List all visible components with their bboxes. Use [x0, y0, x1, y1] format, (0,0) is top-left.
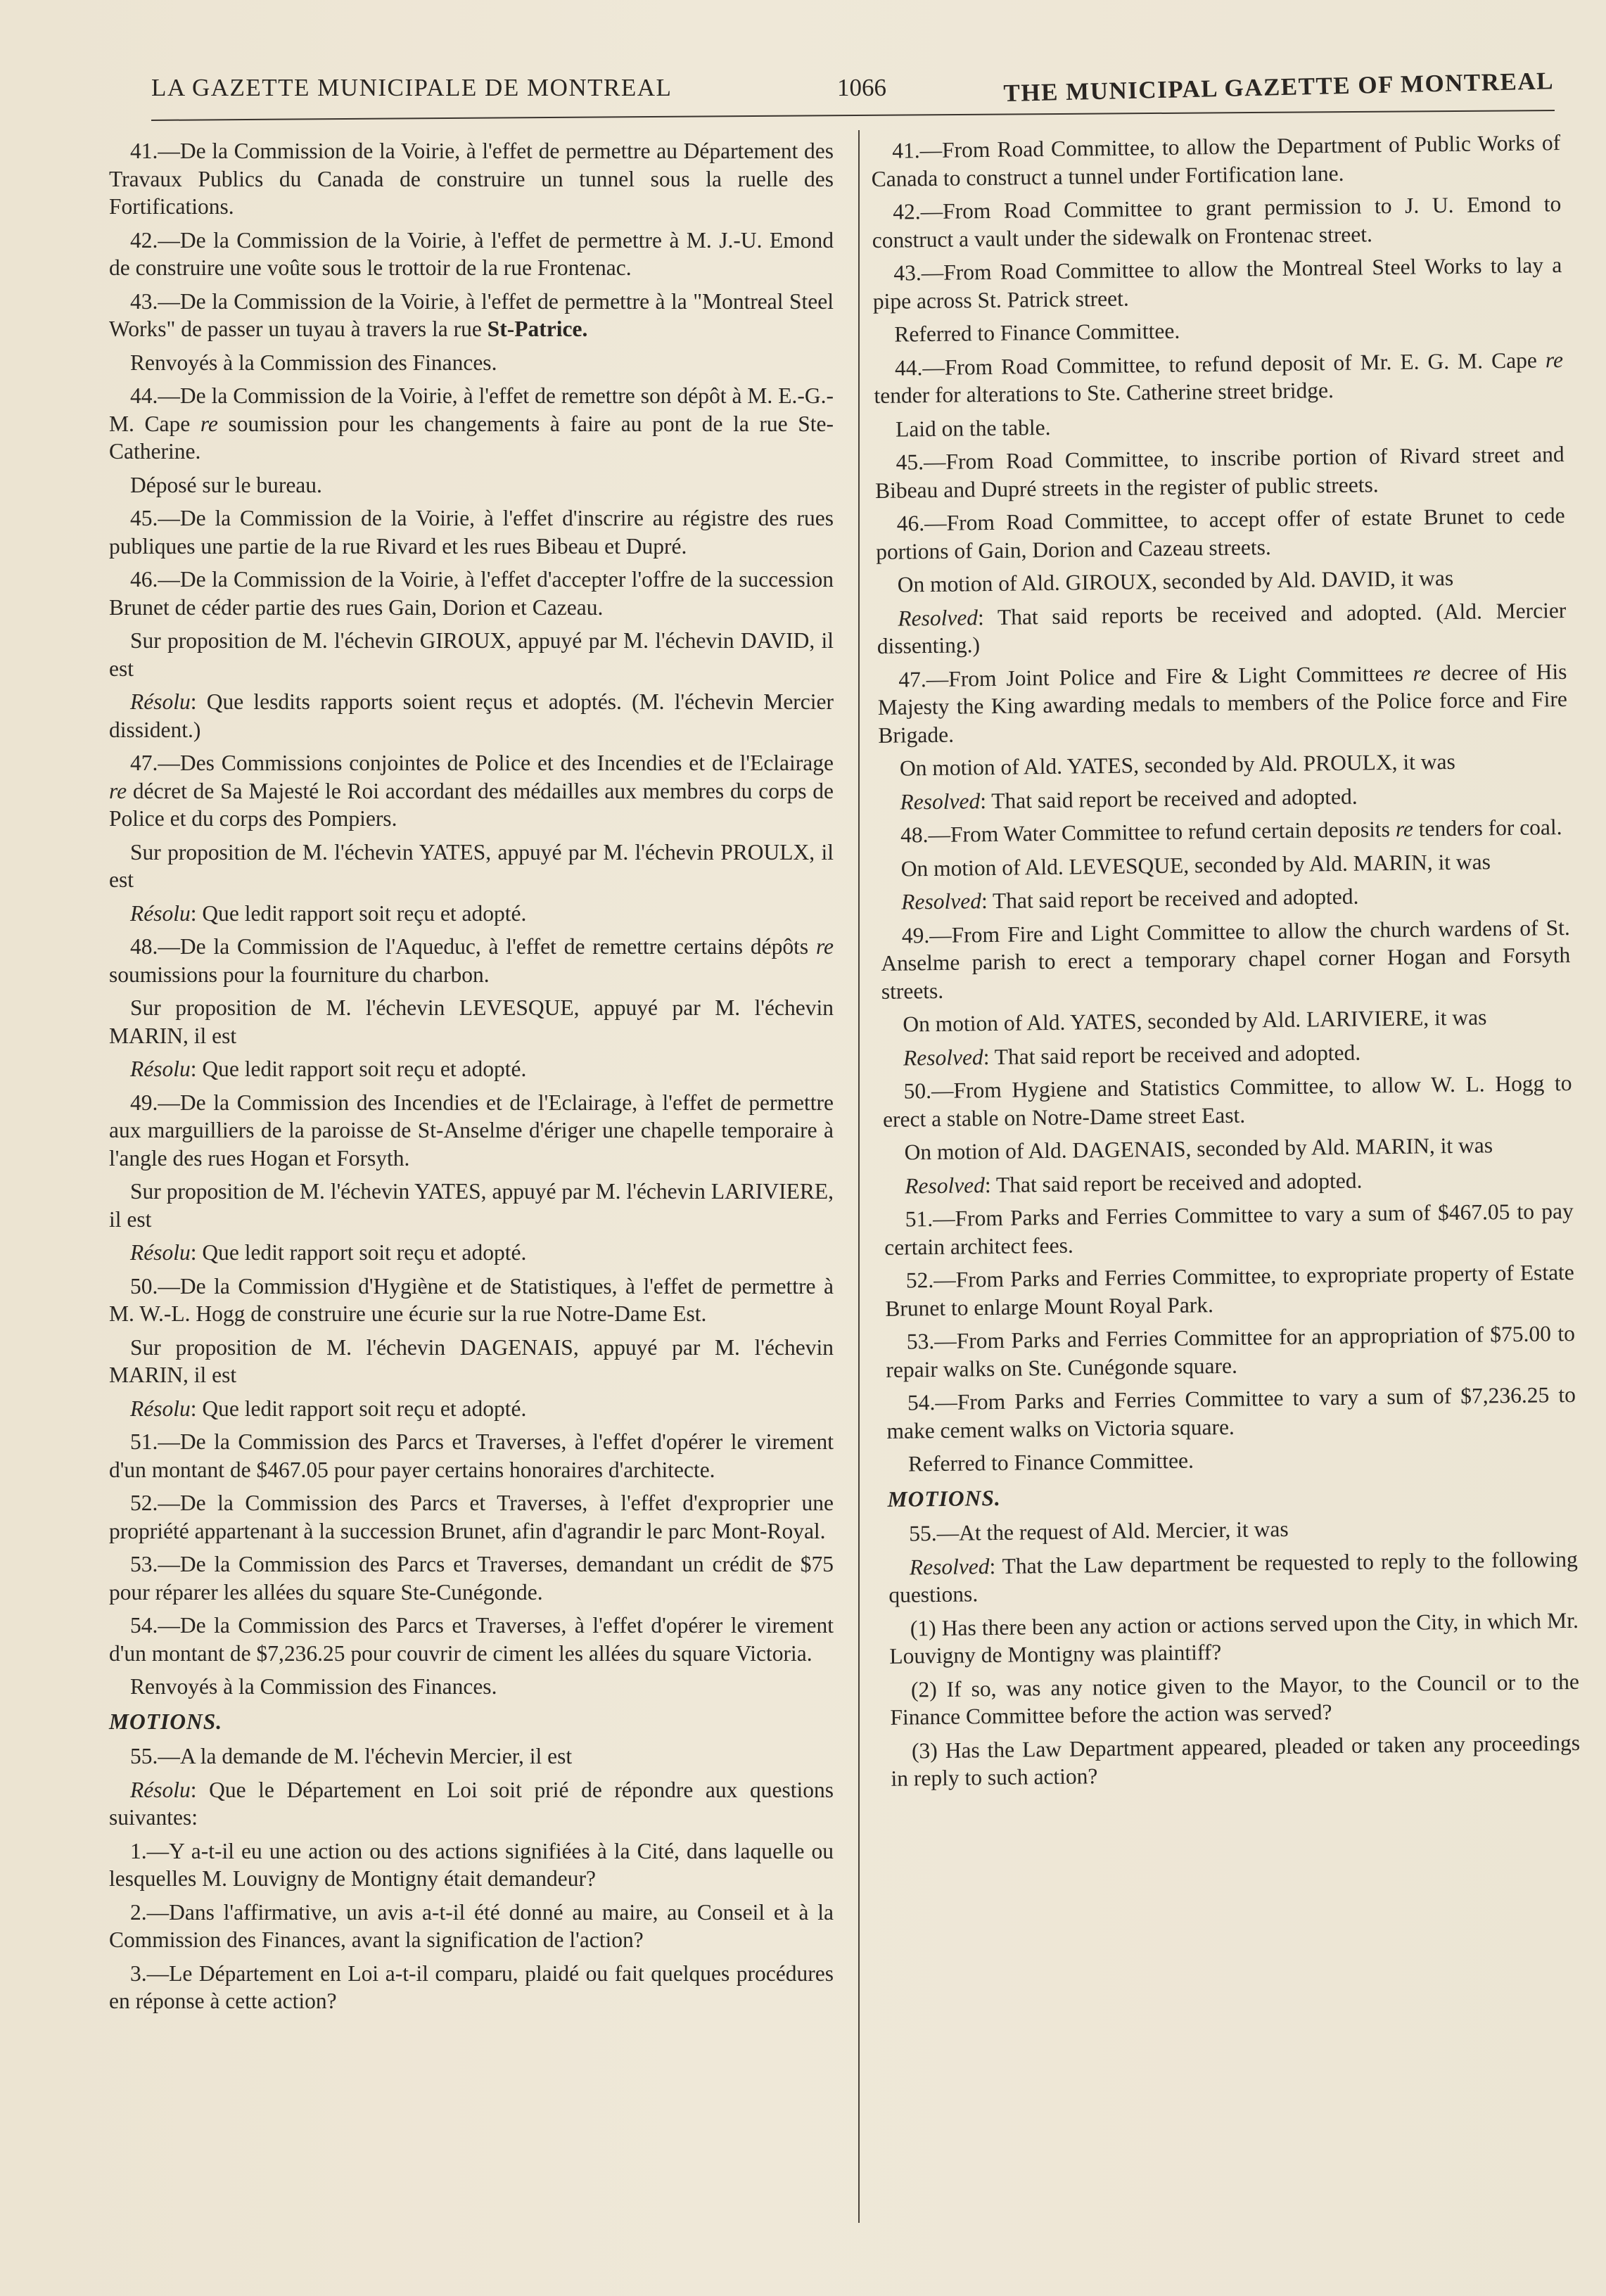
paragraph	[109, 1428, 834, 1484]
item-number: 42.—	[893, 198, 943, 224]
paragraph	[880, 880, 1569, 916]
paragraph	[889, 1606, 1579, 1670]
page-number: 1066	[837, 74, 886, 101]
paragraph-text: If so, was any notice given to the Mayor, to the Council or to the Finance Committee before the action was served?	[890, 1669, 1580, 1730]
paragraph-text: De la Commission de l'Aqueduc, à l'effet de remettre certains dépôts	[179, 934, 809, 959]
paragraph	[109, 933, 834, 988]
paragraph	[109, 137, 834, 221]
paragraph-text: Le Département en Loi a-t-il comparu, plaidé ou fait quelques procédures en réponse à cette action?	[109, 1960, 834, 2013]
resolution-lead: Résolu	[130, 900, 191, 926]
paragraph	[881, 913, 1571, 1005]
item-number: 41.—	[892, 137, 943, 163]
item-number: (1)	[910, 1615, 942, 1640]
paragraph-text: Sur proposition de M. l'échevin YATES, appuyé par M. l'échevin PROULX, il est	[109, 839, 834, 892]
paragraph-text: From Road Committee, to inscribe portion of Rivard street and Bibeau and Dupré streets in the register of public streets.	[874, 441, 1564, 503]
item-number: 51.—	[905, 1206, 955, 1232]
item-number: 46.—	[896, 510, 947, 536]
paragraph-text: Referred to Finance Committee.	[907, 1448, 1194, 1477]
italic-re: re	[1545, 347, 1564, 372]
paragraph-text: De la Commission des Incendies et de l'Eclairage, à l'effet de permettre aux marguilliers de la paroisse de St-Anselme d'ériger une chapelle temporaire à l'angle des rues Hogan et Forsyth.	[109, 1090, 834, 1171]
paragraph	[874, 407, 1564, 442]
paragraph	[875, 502, 1565, 566]
paragraph	[884, 1197, 1574, 1261]
item-number: 47.—	[130, 751, 180, 775]
paragraph	[885, 1258, 1575, 1322]
item-number: 45.—	[896, 449, 946, 475]
paragraph	[891, 1728, 1581, 1792]
resolution-lead: Resolved	[901, 888, 982, 914]
resolution-lead: Résolu	[130, 689, 191, 714]
paragraph-text: From Road Committee to grant permission to J. U. Emond to construct a vault under the sidewalk on Frontenac street.	[872, 191, 1562, 253]
resolution-lead: Résolu	[130, 1057, 191, 1081]
resolution-lead: Resolved	[903, 1044, 983, 1071]
paragraph-text: soumissions pour la fourniture du charbon.	[109, 962, 490, 987]
paragraph	[888, 1512, 1577, 1548]
paragraph-text: Referred to Finance Committee.	[894, 318, 1180, 347]
paragraph-text: From Parks and Ferries Committee to vary a sum of $7,236.25 to make cement walks on Victoria square.	[886, 1382, 1576, 1443]
paragraph-text: From Water Committee to refund certain deposits	[950, 817, 1391, 847]
item-number: 48.—	[900, 822, 951, 848]
item-number: 44.—	[130, 383, 180, 408]
paragraph	[882, 1035, 1572, 1071]
paragraph-text: From Road Committee to allow the Montreal Steel Works to lay a pipe across St. Patrick street.	[872, 253, 1562, 314]
french-column	[109, 137, 834, 2021]
italic-re: re	[200, 411, 218, 436]
paragraph-text: : Que le Département en Loi soit prié de répondre aux questions suivantes:	[109, 1777, 834, 1830]
paragraph	[109, 504, 834, 560]
item-number: 43.—	[893, 260, 944, 286]
paragraph-text: decree of His Majesty the King awarding medals to members of the Police force and Fire Brigade.	[877, 658, 1568, 748]
paragraph	[109, 1612, 834, 1667]
resolution-lead: Resolved	[909, 1553, 990, 1579]
paragraph-text: Sur proposition de M. l'échevin LEVESQUE, appuyé par M. l'échevin MARIN, il est	[109, 995, 834, 1048]
paragraph-text: De la Commission de la Voirie, à l'effet d'accepter l'offre de la succession Brunet de céder partie des rues Gain, Dorion et Cazeau.	[109, 567, 834, 620]
paragraph-text: From Road Committee, to refund deposit of Mr. E. G. M. Cape	[944, 347, 1538, 380]
page-header	[151, 67, 1555, 116]
paragraph-text: Renvoyés à la Commission des Finances.	[130, 1674, 497, 1699]
paragraph-text: From Road Committee, to allow the Department of Public Works of Canada to construct a tunnel under Fortification lane.	[871, 130, 1561, 191]
paragraph-text: De la Commission de la Voirie, à l'effet de permettre au Département des Travaux Publics du Canada de construire un tunnel sous la ruelle des Fortifications.	[109, 139, 834, 219]
paragraph	[109, 688, 834, 744]
resolution-lead: Résolu	[130, 1240, 191, 1265]
paragraph	[109, 1776, 834, 1832]
item-number: (2)	[910, 1676, 947, 1702]
item-number: (3)	[911, 1737, 945, 1763]
column-divider	[858, 130, 860, 2223]
paragraph-text: : That the Law department be requested to reply to the following questions.	[888, 1546, 1578, 1607]
paragraph	[886, 1381, 1576, 1445]
paragraph-text: : That said report be received and adopted.	[984, 1168, 1363, 1197]
paragraph-text: De la Commission des Parcs et Traverses, à l'effet d'opérer le virement d'un montant de $7,236.25 pour couvrir de ciment les allées du square Victoria.	[109, 1613, 834, 1666]
paragraph-text: De la Commission de la Voirie, à l'effet de permettre à M. J.-U. Emond de construire une voûte sous le trottoir de la rue Frontenac.	[109, 227, 834, 280]
paragraph-text: A la demande de M. l'échevin Mercier, il est	[179, 1744, 573, 1768]
item-number: 3.—	[130, 1960, 170, 1986]
paragraph-text: From Parks and Ferries Committee for an appropriation of $75.00 to repair walks on Ste. Cunégonde square.	[886, 1320, 1576, 1382]
item-number: 50.—	[130, 1273, 180, 1299]
paragraph-text: : That said report be received and adopted.	[983, 1040, 1361, 1069]
resolution-lead: Résolu	[130, 1777, 191, 1802]
paragraph-text: De la Commission de la Voirie, à l'effet de permettre à la "Montreal Steel Works" de passer un tuyau à travers la rue	[109, 288, 834, 341]
item-number: 43.—	[130, 288, 180, 314]
bold-street-name: St-Patrice.	[487, 317, 588, 341]
item-number: 55.—	[909, 1520, 960, 1546]
paragraph-text: De la Commission de la Voirie, à l'effet d'inscrire au régistre des rues publiques une partie de la rue Rivard et les rues Bibeau et Dupré.	[109, 506, 834, 559]
section-heading: MOTIONS.	[887, 1485, 1002, 1512]
paragraph	[890, 1667, 1580, 1731]
paragraph	[109, 1273, 834, 1328]
header-title-french: LA GAZETTE MUNICIPALE DE MONTREAL	[151, 74, 673, 101]
paragraph	[109, 749, 834, 833]
item-number: 54.—	[130, 1613, 180, 1638]
paragraph-text: From Road Committee, to accept offer of estate Brunet to cede portions of Gain, Dorion and Cazeau streets.	[875, 502, 1565, 564]
paragraph	[109, 1960, 834, 2015]
paragraph-text: : Que ledit rapport soit reçu et adopté.	[190, 1240, 527, 1265]
paragraph	[109, 382, 834, 466]
italic-re: re	[1395, 816, 1414, 841]
paragraph-text: Sur proposition de M. l'échevin GIROUX, appuyé par M. l'échevin DAVID, il est	[109, 628, 834, 681]
header-title-english: THE MUNICIPAL GAZETTE OF MONTREAL	[1003, 67, 1555, 108]
paragraph	[879, 779, 1568, 815]
paragraph-text: De la Commission des Parcs et Traverses, demandant un crédit de $75 pour réparer les allées du square Ste-Cunégonde.	[109, 1552, 834, 1605]
paragraph	[873, 312, 1562, 348]
paragraph	[877, 596, 1567, 660]
paragraph	[109, 1239, 834, 1267]
paragraph-text: : That said report be received and adopted.	[981, 884, 1359, 914]
item-number: 52.—	[905, 1267, 956, 1293]
paragraph-text: On motion of Ald. DAGENAIS, seconded by Ald. MARIN, it was	[904, 1133, 1493, 1165]
paragraph	[109, 1055, 834, 1083]
resolution-lead: Résolu	[130, 1396, 191, 1421]
paragraph-text: At the request of Ald. Mercier, it was	[958, 1516, 1289, 1545]
paragraph-text: Has the Law Department appeared, pleaded or taken any proceedings in reply to such action?	[891, 1730, 1581, 1791]
paragraph-text: Dans l'affirmative, un avis a-t-il été donné au maire, au Conseil et à la Commission des Finances, avant la signification de l'action?	[109, 1899, 834, 1952]
paragraph-text: tender for alterations to Ste. Catherine street bridge.	[874, 377, 1334, 408]
paragraph	[888, 1545, 1579, 1609]
item-number: 44.—	[894, 355, 945, 381]
paragraph	[109, 1742, 834, 1771]
paragraph	[883, 1130, 1572, 1166]
item-number: 47.—	[898, 666, 949, 692]
paragraph	[109, 900, 834, 928]
paragraph	[109, 227, 834, 282]
paragraph-text: De la Commission des Parcs et Traverses, à l'effet d'opérer le virement d'un montant de $467.05 pour payer certains honoraires d'architecte.	[109, 1429, 834, 1482]
paragraph-text: soumission pour les changements à faire au pont de la rue Ste-Catherine.	[109, 411, 834, 464]
paragraph	[871, 129, 1561, 193]
paragraph-text: From Fire and Light Committee to allow the church wardens of St. Anselme parish to erect a temporary chapel corner Hogan and Forsyth streets.	[881, 914, 1571, 1004]
paragraph-text: décret de Sa Majesté le Roi accordant des médailles aux membres du corps de Police et du corps des Pompiers.	[109, 778, 834, 831]
paragraph-text: Has there been any action or actions served upon the City, in which Mr. Louvigny de Montigny was plaintiff?	[889, 1607, 1579, 1669]
paragraph	[109, 1334, 834, 1389]
paragraph	[881, 1002, 1571, 1038]
paragraph	[877, 657, 1567, 748]
paragraph-text: From Parks and Ferries Committee to vary a sum of $467.05 to pay certain architect fees.	[884, 1198, 1574, 1260]
paragraph-text: From Joint Police and Fire & Light Committees	[948, 661, 1403, 691]
paragraph-text: From Parks and Ferries Committee, to expropriate property of Estate Brunet to enlarge Mount Royal Park.	[885, 1259, 1574, 1321]
paragraph-text: Des Commissions conjointes de Police et des Incendies et de l'Eclairage	[179, 751, 834, 775]
paragraph	[109, 1550, 834, 1606]
paragraph-text: On motion of Ald. GIROUX, seconded by Ald. DAVID, it was	[897, 565, 1454, 597]
english-column	[871, 129, 1581, 1798]
paragraph-text: On motion of Ald. YATES, seconded by Ald. LARIVIERE, it was	[903, 1005, 1487, 1037]
item-number: 50.—	[903, 1078, 954, 1104]
paragraph	[877, 563, 1566, 599]
paragraph-text: : Que ledit rapport soit reçu et adopté.	[190, 1396, 527, 1421]
italic-re: re	[1413, 660, 1431, 686]
paragraph	[884, 1163, 1573, 1199]
paragraph	[109, 471, 834, 499]
paragraph	[109, 1178, 834, 1233]
item-number: 55.—	[130, 1744, 180, 1768]
item-number: 49.—	[130, 1090, 180, 1115]
paragraph	[872, 251, 1562, 315]
item-number: 46.—	[130, 567, 180, 592]
section-heading: MOTIONS.	[109, 1709, 223, 1734]
paragraph-text: Sur proposition de M. l'échevin DAGENAIS, appuyé par M. l'échevin MARIN, il est	[109, 1334, 834, 1387]
item-number: 51.—	[130, 1429, 180, 1454]
paragraph	[882, 1069, 1572, 1133]
paragraph	[109, 1489, 834, 1545]
paragraph	[886, 1320, 1576, 1384]
paragraph	[109, 1395, 834, 1423]
paragraph-text: : Que ledit rapport soit reçu et adopté.	[190, 1057, 527, 1081]
item-number: 41.—	[130, 139, 180, 163]
item-number: 45.—	[130, 506, 180, 530]
paragraph-text: : Que lesdits rapports soient reçus et adoptés. (M. l'échevin Mercier dissident.)	[109, 689, 834, 742]
resolution-lead: Resolved	[904, 1172, 986, 1199]
paragraph	[872, 190, 1562, 254]
italic-re: re	[109, 778, 127, 803]
item-number: 53.—	[130, 1552, 180, 1576]
item-number: 49.—	[901, 922, 952, 948]
paragraph-text: On motion of Ald. YATES, seconded by Ald. PROULX, it was	[899, 748, 1455, 781]
item-number: 54.—	[907, 1389, 958, 1415]
item-number: 1.—	[130, 1838, 170, 1863]
paragraph	[109, 838, 834, 894]
paragraph-text: From Hygiene and Statistics Committee, to allow W. L. Hogg to erect a stable on Notre-Dame street East.	[882, 1070, 1572, 1132]
resolution-lead: Resolved	[898, 604, 979, 631]
paragraph-text: Sur proposition de M. l'échevin YATES, appuyé par M. l'échevin LARIVIERE, il est	[109, 1179, 834, 1232]
paragraph	[109, 288, 834, 343]
item-number: 53.—	[906, 1328, 957, 1354]
paragraph	[879, 846, 1569, 882]
paragraph-text: : Que ledit rapport soit reçu et adopté.	[190, 900, 527, 926]
paragraph-text: Y a-t-il eu une action ou des actions signifiées à la Cité, dans laquelle ou lesquelles M. Louvigny de Montigny était demandeur?	[109, 1838, 834, 1891]
paragraph	[874, 346, 1564, 410]
paragraph-text: On motion of Ald. LEVESQUE, seconded by Ald. MARIN, it was	[900, 848, 1491, 881]
paragraph-text: Renvoyés à la Commission des Finances.	[130, 350, 497, 375]
paragraph	[109, 1089, 834, 1173]
paragraph	[109, 1837, 834, 1893]
paragraph	[879, 746, 1568, 782]
paragraph	[887, 1442, 1576, 1478]
paragraph	[109, 349, 834, 377]
paragraph	[109, 994, 834, 1050]
paragraph	[109, 1899, 834, 1954]
paragraph	[109, 1673, 834, 1701]
paragraph	[874, 440, 1564, 504]
paragraph-text: Déposé sur le bureau.	[130, 472, 322, 497]
paragraph	[879, 813, 1569, 849]
paragraph	[109, 627, 834, 682]
paragraph-text: De la Commission des Parcs et Traverses, à l'effet d'exproprier une propriété appartenant à la succession Brunet, afin d'agrandir le parc Mont-Royal.	[109, 1491, 834, 1543]
paragraph-text: De la Commission de la Voirie, à l'effet de remettre son dépôt à M. E.-G.-M. Cape	[109, 383, 834, 436]
paragraph-text: : That said reports be received and adopted. (Ald. Mercier dissenting.)	[877, 597, 1567, 658]
italic-re: re	[815, 934, 834, 959]
item-number: 48.—	[130, 934, 180, 959]
paragraph-text: tenders for coal.	[1418, 815, 1562, 841]
item-number: 42.—	[130, 227, 180, 253]
paragraph	[109, 566, 834, 621]
paragraph-text: : That said report be received and adopted.	[980, 784, 1358, 813]
paragraph-text: De la Commission d'Hygiène et de Statistiques, à l'effet de permettre à M. W.-L. Hogg de construire une écurie sur la rue Notre-Dame Est.	[109, 1273, 834, 1326]
resolution-lead: Resolved	[900, 788, 981, 815]
item-number: 52.—	[130, 1491, 180, 1515]
paragraph-text: Laid on the table.	[895, 414, 1051, 442]
item-number: 2.—	[130, 1899, 170, 1925]
